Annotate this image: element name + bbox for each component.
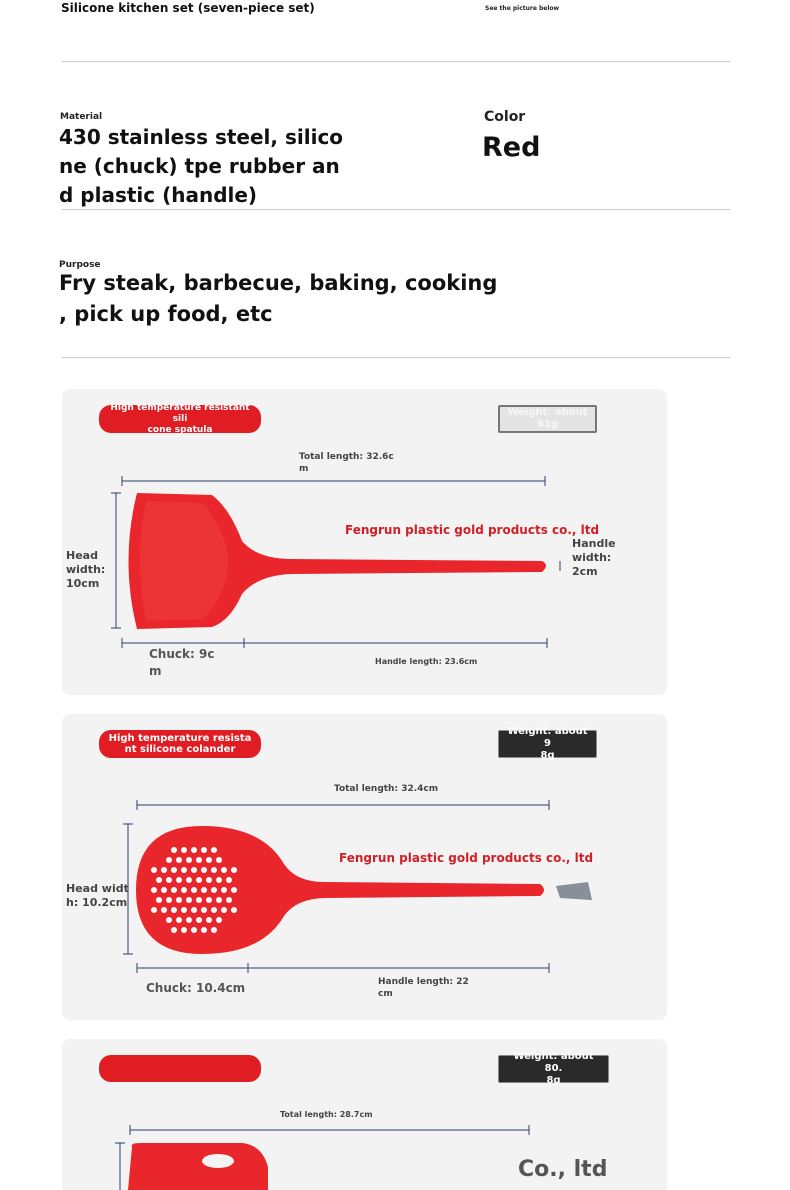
colander-hole — [211, 867, 217, 873]
product-card-third — [62, 1039, 667, 1190]
colander-hole — [181, 867, 187, 873]
colander-hole — [216, 917, 222, 923]
total-length-label: Total length: 32.6c m — [299, 452, 394, 474]
purpose-label: Purpose — [59, 260, 101, 270]
colander-hole — [171, 867, 177, 873]
colander-hole — [196, 857, 202, 863]
colander-hole — [221, 867, 227, 873]
picture-note: See the picture below — [485, 5, 560, 12]
colander-hole — [166, 877, 172, 883]
colander-hole — [166, 897, 172, 903]
colander-hole — [201, 907, 207, 913]
product-name-badge: High temperature resista nt silicone colander — [99, 730, 261, 758]
colander-hole — [201, 927, 207, 933]
colander-hole — [156, 877, 162, 883]
colander-hole — [191, 847, 197, 853]
divider — [62, 357, 730, 358]
colander-hole — [176, 917, 182, 923]
colander-hole — [161, 887, 167, 893]
colander-hole — [161, 867, 167, 873]
colander-hole — [216, 897, 222, 903]
colander-hole — [151, 907, 157, 913]
colander-hole — [226, 877, 232, 883]
product-name-badge: High temperature resistant sili cone spatula — [99, 405, 261, 433]
colander-hole — [181, 887, 187, 893]
colander-illustration — [62, 714, 667, 1020]
colander-hole — [181, 927, 187, 933]
divider — [62, 61, 730, 62]
colander-hole — [216, 877, 222, 883]
purpose-value: Fry steak, barbecue, baking, cooking , pick up food, etc — [59, 271, 498, 326]
colander-hole — [191, 907, 197, 913]
colander-hole — [196, 897, 202, 903]
colander-hole — [191, 867, 197, 873]
colander-hole — [206, 877, 212, 883]
company-watermark: Fengrun plastic gold products co., ltd — [345, 523, 600, 537]
colander-hole — [176, 897, 182, 903]
material-value: 430 stainless steel, silico ne (chuck) tpe rubber an d plastic (handle) — [59, 125, 344, 207]
weight-badge: Weight: about 91g — [498, 405, 597, 433]
colander-hole — [161, 907, 167, 913]
colander-hole — [191, 927, 197, 933]
colander-hole — [171, 847, 177, 853]
colander-hole — [196, 877, 202, 883]
colander-hole — [186, 857, 192, 863]
colander-hole — [231, 867, 237, 873]
colander-hole — [166, 857, 172, 863]
colander-hole — [186, 917, 192, 923]
product-card-spatula — [62, 389, 667, 695]
colander-hole — [216, 857, 222, 863]
colander-hole — [191, 887, 197, 893]
company-watermark: Co., ltd — [518, 1157, 608, 1182]
color-value: Red — [482, 132, 541, 163]
colander-hole — [186, 877, 192, 883]
colander-hole — [226, 897, 232, 903]
colander-hole — [181, 907, 187, 913]
colander-hole — [171, 927, 177, 933]
product-card-colander — [62, 714, 667, 1020]
head-width-label: Head width: 10cm — [66, 549, 106, 590]
colander-hole — [181, 847, 187, 853]
handle-length-label: Handle length: 23.6cm — [375, 657, 478, 666]
colander-hole — [201, 847, 207, 853]
colander-hole — [201, 887, 207, 893]
colander-hole — [211, 847, 217, 853]
colander-hole — [206, 917, 212, 923]
product-title: Silicone kitchen set (seven-piece set) — [61, 1, 315, 15]
company-watermark: Fengrun plastic gold products co., ltd — [339, 851, 594, 865]
colander-hole — [231, 887, 237, 893]
divider — [62, 209, 730, 210]
colander-hole — [156, 897, 162, 903]
colander-hole — [211, 907, 217, 913]
chuck-length-label: Chuck: 10.4cm — [146, 981, 246, 995]
weight-badge: Weight: about 9 8g — [498, 730, 597, 758]
material-label: Material — [60, 112, 103, 122]
total-length-label: Total length: 28.7cm — [280, 1110, 373, 1119]
colander-hole — [211, 887, 217, 893]
colander-hole — [231, 907, 237, 913]
total-length-label: Total length: 32.4cm — [334, 784, 439, 794]
handle-length-label: Handle length: 22 cm — [378, 977, 469, 999]
handle-width-label: Handle width: 2cm — [572, 537, 616, 578]
color-label: Color — [484, 109, 526, 125]
colander-hole — [211, 927, 217, 933]
colander-hole — [221, 887, 227, 893]
weight-badge: Weight: about 80. 8g — [498, 1055, 609, 1083]
colander-hole — [221, 907, 227, 913]
colander-hole — [196, 917, 202, 923]
colander-hole — [171, 907, 177, 913]
colander-hole — [206, 857, 212, 863]
colander-hole — [176, 857, 182, 863]
colander-hole — [171, 887, 177, 893]
colander-hole — [206, 897, 212, 903]
chuck-length-label: Chuck: 9c m — [149, 647, 215, 678]
colander-hole — [151, 867, 157, 873]
head-width-label: Head widt h: 10.2cm — [66, 882, 129, 909]
colander-hole — [201, 867, 207, 873]
colander-hole — [176, 877, 182, 883]
colander-hole — [186, 897, 192, 903]
colander-hole — [151, 887, 157, 893]
colander-hole — [166, 917, 172, 923]
